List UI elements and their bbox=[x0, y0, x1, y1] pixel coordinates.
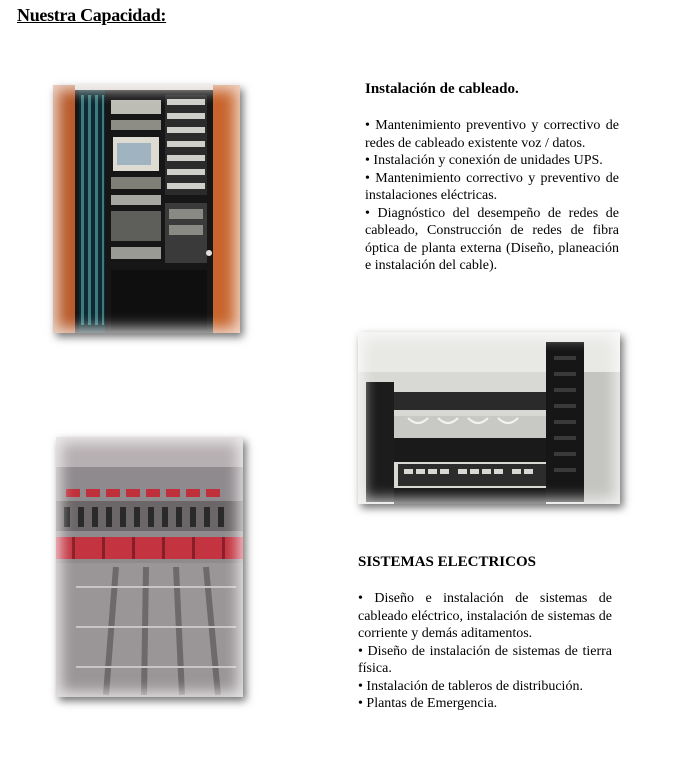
list-item: • Diagnóstico del desempeño de redes de cableado, Construcción de redes de fibra óptica de planta externa (Diseño, planeación e instalación del cable). bbox=[365, 205, 619, 273]
patch-panel-image bbox=[358, 332, 620, 504]
patch-panel-photo bbox=[358, 332, 620, 504]
electrical-section-title: SISTEMAS ELECTRICOS bbox=[358, 554, 536, 570]
list-item: • Instalación de tableros de distribución. bbox=[358, 678, 583, 694]
cabling-bullet-list bbox=[365, 117, 619, 275]
list-item: • Diseño de instalación de sistemas de tierra física. bbox=[358, 643, 612, 676]
list-item: • Plantas de Emergencia. bbox=[358, 696, 498, 711]
server-rack-photo bbox=[53, 85, 240, 333]
list-item: • Instalación y conexión de unidades UPS. bbox=[365, 153, 603, 168]
electrical-bullet-list bbox=[358, 590, 612, 713]
list-item: • Mantenimiento correctivo y preventivo de instalaciones eléctricas. bbox=[365, 170, 619, 203]
cable-tray-image bbox=[56, 437, 243, 697]
server-rack-image bbox=[53, 85, 240, 333]
cable-tray-photo bbox=[56, 437, 243, 697]
cabling-section-title: Instalación de cableado. bbox=[365, 81, 519, 97]
list-item: • Mantenimiento preventivo y correctivo de redes de cableado existente voz / datos. bbox=[365, 118, 619, 151]
page-title: Nuestra Capacidad: bbox=[17, 5, 167, 25]
list-item: • Diseño e instalación de sistemas de cableado eléctrico, instalación de sistemas de corriente y demás aditamentos. bbox=[358, 591, 612, 641]
